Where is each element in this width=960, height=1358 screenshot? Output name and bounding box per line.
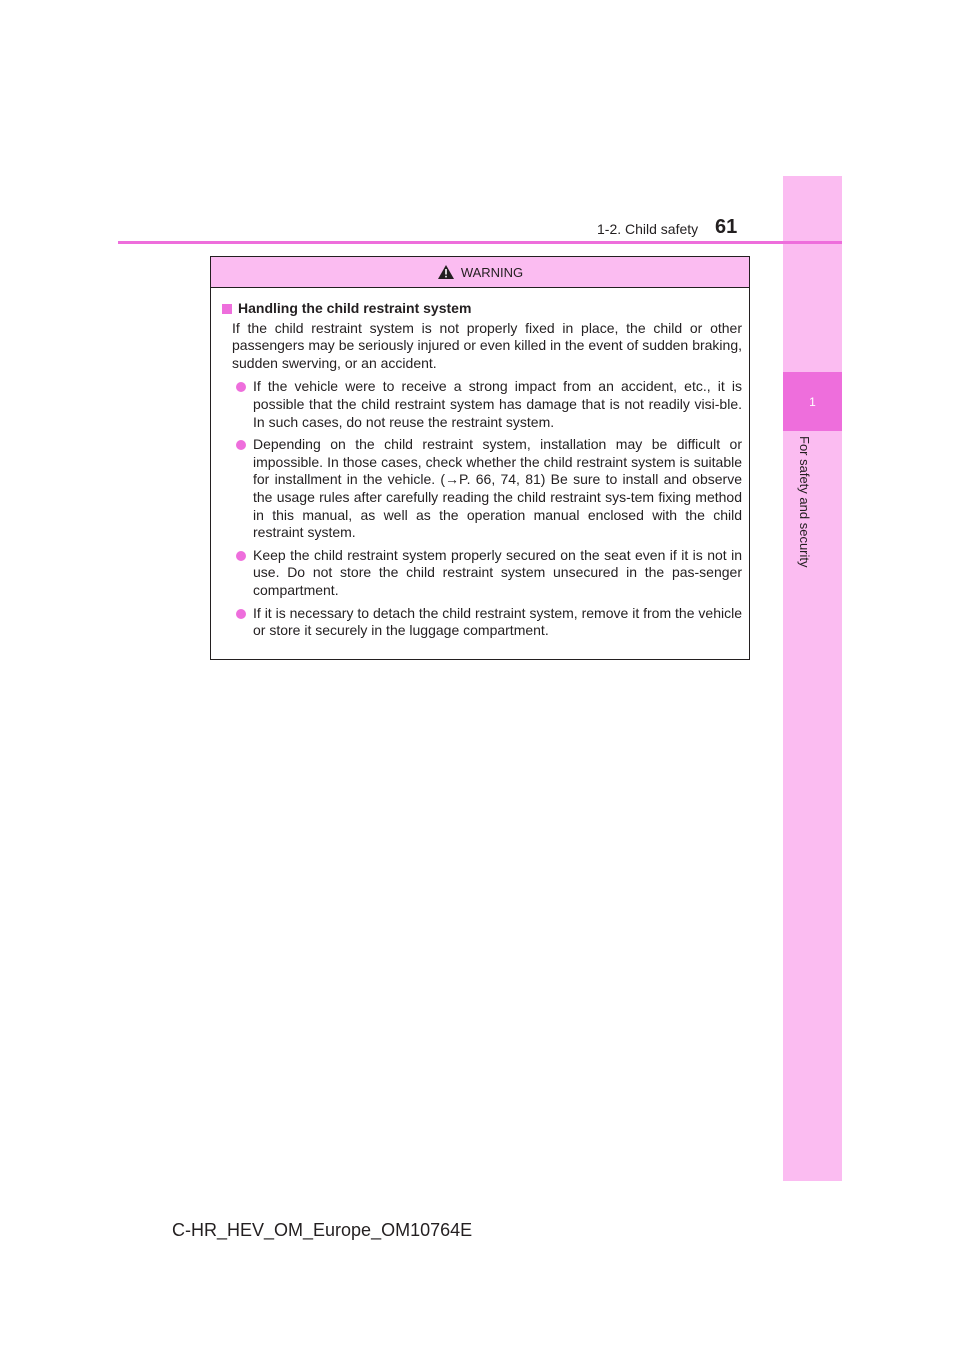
warning-title: WARNING (460, 264, 524, 280)
list-item (222, 378, 742, 431)
square-bullet-icon (222, 304, 232, 314)
warning-body (211, 288, 749, 640)
list-item-text: Keep the child restraint system properly secured on the seat even if it is not in use. Do not store the child restraint system unsecured in the pas-senger compartment. (253, 546, 742, 598)
warning-header (211, 257, 749, 288)
warning-intro: If the child restraint system is not properly fixed in place, the child or other passengers may be seriously injured or even killed in the event of sudden braking, sudden swerving, or an accident. (232, 319, 742, 371)
section-title: 1-2. Child safety (597, 221, 699, 237)
circle-bullet-icon (234, 382, 248, 392)
warning-subheading (222, 300, 742, 318)
page-number: 61 (715, 216, 738, 238)
chapter-number: 1 (783, 372, 842, 431)
circle-bullet-icon (234, 440, 248, 450)
list-item (222, 547, 742, 600)
header-rule (118, 241, 842, 244)
list-item-text: Depending on the child restraint system, installation may be difficult or impossible. In those cases, check whether the child restraint system is suitable for installment in the vehicle. (→P. 66, 74, 81) Be sure to install and observe the usage rules after carefully reading the child restraint sys-tem fixing method in this manual, as well as the operation manual enclosed with the child restraint system. (253, 436, 742, 541)
subheading-text: Handling the child restraint system (238, 300, 472, 316)
list-item (222, 436, 742, 542)
circle-bullet-icon (234, 609, 248, 619)
warning-box (210, 256, 750, 660)
warning-triangle-icon (437, 264, 455, 280)
circle-bullet-icon (234, 551, 248, 561)
list-item-text: If it is necessary to detach the child restraint system, remove it from the vehicle or store it securely in the luggage compartment. (253, 604, 742, 639)
side-tab-background (783, 176, 842, 1181)
list-item-text: If the vehicle were to receive a strong impact from an accident, etc., it is possible that the child restraint system has damage that is not readily visi-ble. In such cases, do not reuse the restraint system. (253, 378, 742, 430)
list-item (222, 605, 742, 640)
chapter-label: For safety and security (797, 436, 812, 568)
document-code: C-HR_HEV_OM_Europe_OM10764E (172, 1220, 473, 1240)
